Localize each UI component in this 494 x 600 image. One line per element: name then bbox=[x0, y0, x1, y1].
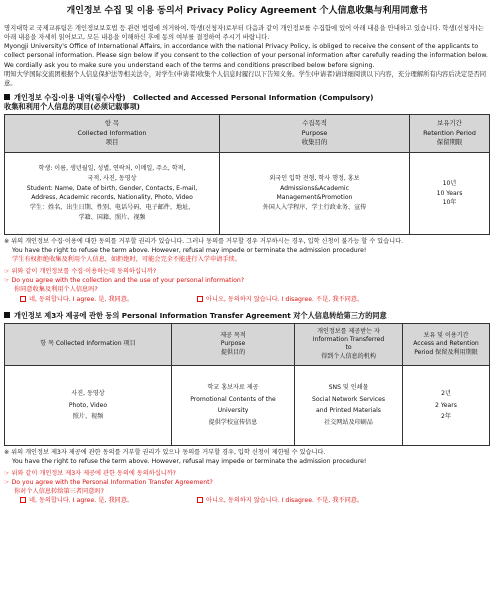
section2-heading-ko: 개인정보 제3자 제공에 관한 동의 bbox=[14, 310, 120, 320]
section2-heading-zh: 对个人信息转给第三方的同意 bbox=[293, 310, 387, 320]
section2-heading-en: Personal Information Transfer Agreement bbox=[121, 310, 291, 320]
section1-options bbox=[20, 295, 490, 304]
section1-agree-option[interactable]: 네, 동의합니다. I agree. 是, 我同意。 bbox=[20, 296, 133, 303]
section2-options bbox=[20, 496, 490, 505]
col-header-period: 보유기간 Retention Period 保留期限 bbox=[410, 114, 490, 152]
checkbox-icon[interactable] bbox=[197, 497, 203, 503]
intro-korean: 명지대학교 국제교류팀은 개인정보보호법 등 관련 법령에 의거하여, 학생(신청자)로부터 다음과 같이 개인정보를 수집함에 있어 아래 내용을 안내하고 있습니다. 학생(신청자)는 아래 내용을 자세히 읽어보고, 모든 내용을 이해하신 후에 동의 여부를 결정하여 주시기 바랍니다. bbox=[4, 25, 484, 42]
checkbox-icon[interactable] bbox=[197, 296, 203, 302]
intro-english: Myongji University's Office of International Affairs, in accordance with the national Privacy Policy, is obliged to receive the consent of the applicants to collect personal information. Please sign below if you consent to the collection of your personal information after carefully reading the information below. We cordially ask you to make sure you understand each of the terms and conditions prescribed below before signing. bbox=[4, 43, 488, 69]
document-title: 개인정보 수집 및 이용 동의서 Privacy Policy Agreement 个人信息收集与利用同意书 bbox=[66, 6, 428, 16]
section1-refusal-note: ※ 위의 개인정보 수집·이용에 대한 동의를 거부할 권리가 있습니다. 그러나 동의를 거부할 경우 거부하시는 경우, 입학 신청이 불가능 할 수 있습니다. You have the right to refuse the term above. However, refusal may impede or terminate the admission procedure! 学生有权拒绝收集及利用个人信息，如拒绝时，可能会完全不能进行入学申请手续。 bbox=[4, 237, 404, 264]
col-header-purpose: 수집목적 Purpose 收集目的 bbox=[220, 114, 410, 152]
col-header-receiver: 개인정보를 제공받는 자 Information Transferred to 得到个人信息的机构 bbox=[295, 323, 403, 365]
checkbox-icon[interactable] bbox=[20, 497, 26, 503]
section2-refusal-note: ※ 위의 개인정보 제3자 제공에 관한 동의를 거부할 권리가 있으나 동의를 거부할 경우, 입학 신청이 제한될 수 있습니다. You have the right to refuse the term above. However, refusal may impede or terminate the admission procedure! bbox=[4, 448, 367, 466]
intro-text bbox=[4, 24, 490, 88]
section2-agree-option[interactable]: 네, 동의합니다. I agree. 是, 我同意。 bbox=[20, 497, 133, 504]
bullet-square-icon bbox=[4, 312, 10, 318]
col-header-items: 항 목 Collected Information 项目 bbox=[5, 323, 172, 365]
bullet-square-icon bbox=[4, 94, 10, 100]
col-header-period: 보유 및 이용기간 Access and Retention Period 保留及利用期限 bbox=[403, 323, 490, 365]
table-row bbox=[5, 365, 490, 445]
table-row bbox=[5, 152, 490, 234]
cell-purpose: 외국인 입학 전형, 학사 행정, 홍보 Admissions&Academic Management&Promotion 外国人入学程序、学士行政业务、宣传 bbox=[220, 152, 410, 234]
section2-disagree-option[interactable]: 아니오, 동의하지 않습니다. I disagree. 不是, 我不同意。 bbox=[197, 497, 363, 504]
transfer-table bbox=[4, 323, 490, 446]
col-header-purpose: 제공 목적 Purpose 提供目的 bbox=[172, 323, 295, 365]
intro-chinese: 明知大学国际交流团根据个人信息保护法等相关法令，对学生(申请者)收集个人信息时履行以下告知义务。学生(申请者)请详细阅读以下内容，充分理解所有内容后决定是否同意。 bbox=[4, 70, 487, 87]
cell-period: 10년 10 Years 10年 bbox=[410, 152, 490, 234]
collection-table bbox=[4, 114, 490, 235]
section1-heading-zh: 收集和利用个人信息的项目(必须记载事项) bbox=[4, 101, 140, 111]
section1-heading-en: Collected and Accessed Personal Information (Compulsory) bbox=[133, 92, 374, 102]
cell-collected-items: 사진, 동영상 Photo, Video 照片、视频 bbox=[5, 365, 172, 445]
section1-disagree-option[interactable]: 아니오, 동의하지 않습니다. I disagree. 不是, 我不同意。 bbox=[197, 296, 363, 303]
col-header-items: 항 목 Collected Information 项目 bbox=[5, 114, 220, 152]
cell-receiver: SNS 및 인쇄물 Social Network Services and Printed Materials 社交网站及印刷品 bbox=[295, 365, 403, 445]
section2-consent-question: ☞ 위와 같이 개인정보 제3자 제공에 관한 동의에 동의하십니까? ☞ Do you agree with the Personal Information Transfer Agreement? 你对个人信息转给第三者同意吗? 네, 동의합니다. I agree. 是, 我同意。 아니오, 동의하지 않습니다. I disagree. 不是, 我不同意。 bbox=[4, 469, 490, 506]
cell-purpose: 학교 홍보자료 제공 Promotional Contents of the University 提供学校宣传信息 bbox=[172, 365, 295, 445]
section1-consent-question: ☞ 위와 같이 개인정보를 수집·이용하는데 동의하십니까? ☞ Do you agree with the collection and the use of your personal information? 你同意收集及利用个人信息吗? 네, 동의합니다. I agree. 是, 我同意。 아니오, 동의하지 않습니다. I disagree. 不是, 我不同意。 bbox=[4, 267, 490, 304]
cell-collected-items: 학생: 이름, 생년월일, 성별, 연락처, 이메일, 주소, 학적, 국적, 사진, 동영상 Student: Name, Date of birth, Gender, Contacts, E-mail, Address, Academic records, Nationality, Photo, Video 学生：姓名、出生日期、性别、电话号码、电子邮件、地址、 学籍、国籍、照片、视频 bbox=[5, 152, 220, 234]
section1-heading bbox=[4, 93, 490, 111]
cell-period: 2년 2 Years 2年 bbox=[403, 365, 490, 445]
checkbox-icon[interactable] bbox=[20, 296, 26, 302]
section1-heading-ko: 개인정보 수집·이용 내역(필수사항) bbox=[14, 92, 126, 102]
section2-heading bbox=[4, 311, 490, 320]
